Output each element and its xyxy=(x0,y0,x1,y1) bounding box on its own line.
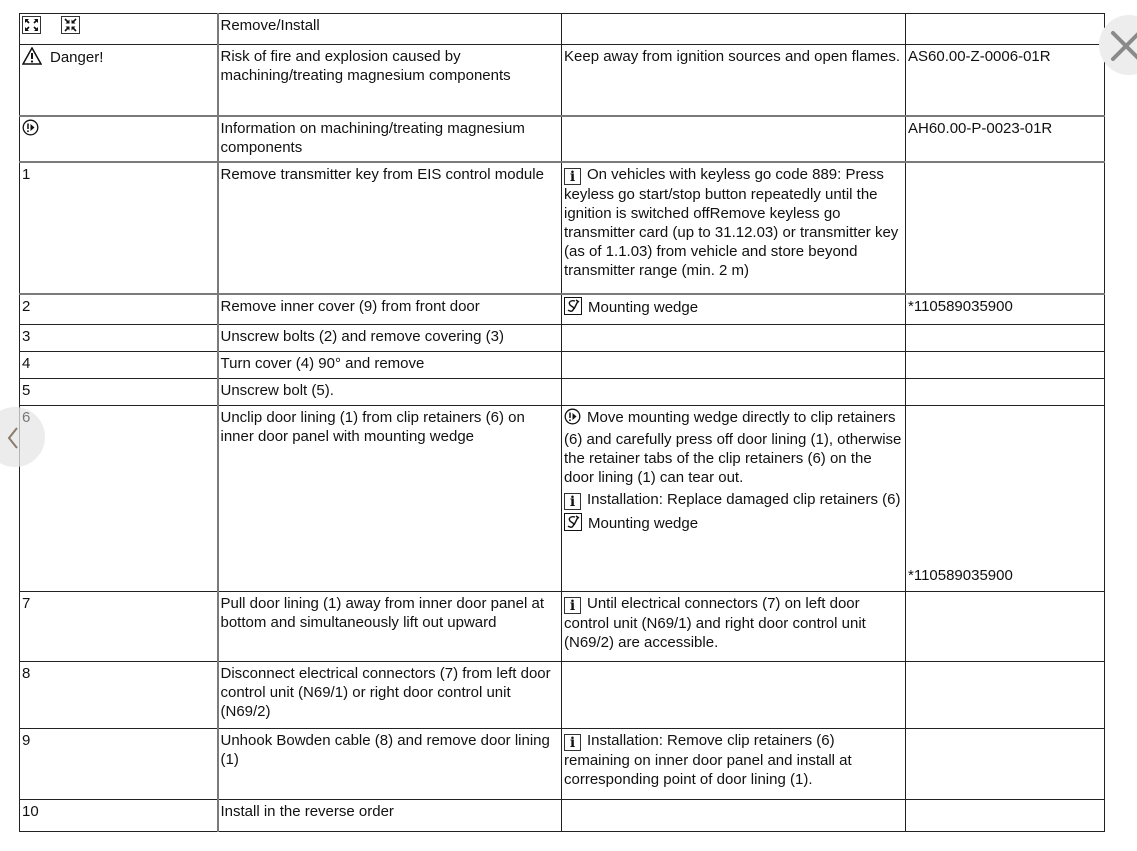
info-icon: i xyxy=(564,493,581,510)
action-cell: Unscrew bolts (2) and remove covering (3) xyxy=(218,325,562,352)
note xyxy=(564,297,903,320)
table-row xyxy=(20,45,1105,116)
procedure-table xyxy=(19,13,1105,832)
action-cell: Remove inner cover (9) from front door xyxy=(218,294,562,325)
table-row xyxy=(20,406,1105,592)
step-number: 10 xyxy=(22,803,39,820)
table-row xyxy=(20,116,1105,162)
table-row xyxy=(20,352,1105,379)
notes-cell xyxy=(562,800,906,832)
reference-cell xyxy=(906,800,1105,832)
reference-cell xyxy=(906,592,1105,662)
document-reference-link[interactable]: AH60.00-P-0023-01R xyxy=(908,119,1053,137)
table-row xyxy=(20,325,1105,352)
step-cell xyxy=(20,379,218,406)
table-row xyxy=(20,729,1105,800)
note-text: On vehicles with keyless go code 889: Press keyless go start/stop button repeatedly until the ignition is switched offRemove keyless go transmitter card (up to 31.12.03) or transmitter key (as of 1.1.03) from vehicle and store beyond transmitter range (min. 2 m) xyxy=(564,165,899,279)
note-text: Move mounting wedge directly to clip retainers (6) and carefully press off door lining (1), otherwise the retainer tabs of the clip retainers (6) on the door lining (1) can tear out. xyxy=(564,409,902,486)
step-number: 8 xyxy=(22,665,31,682)
note xyxy=(564,594,903,652)
table-row xyxy=(20,800,1105,832)
step-cell xyxy=(20,800,218,832)
tool-icon xyxy=(564,297,582,320)
step-number: 9 xyxy=(22,732,31,749)
notes-cell xyxy=(562,406,906,592)
header-title: Remove/Install xyxy=(218,14,562,45)
info-icon: i xyxy=(564,168,581,185)
step-cell xyxy=(20,352,218,379)
reference-cell xyxy=(906,162,1105,294)
table-row xyxy=(20,662,1105,729)
notes-cell xyxy=(562,294,906,325)
step-cell xyxy=(20,406,218,592)
action-cell: Install in the reverse order xyxy=(218,800,562,832)
close-icon xyxy=(1109,29,1137,63)
note xyxy=(564,513,903,536)
table-row xyxy=(20,592,1105,662)
header-empty-notes xyxy=(562,14,906,45)
header-icons-cell xyxy=(20,14,218,45)
table-row xyxy=(20,162,1105,294)
reference-cell xyxy=(906,352,1105,379)
step-number: Danger! xyxy=(50,49,104,66)
info-icon: i xyxy=(564,734,581,751)
action-cell: Turn cover (4) 90° and remove xyxy=(218,352,562,379)
note xyxy=(564,165,903,280)
notes-cell xyxy=(562,662,906,729)
step-number: 4 xyxy=(22,355,31,372)
action-cell: Information on machining/treating magnesium components xyxy=(218,116,562,162)
notes-cell xyxy=(562,162,906,294)
step-cell xyxy=(20,592,218,662)
note xyxy=(564,408,903,487)
step-cell xyxy=(20,116,218,162)
tool-icon xyxy=(564,513,582,536)
action-cell: Disconnect electrical connectors (7) from left door control unit (N69/1) or right door control unit (N69/2) xyxy=(218,662,562,729)
notes-cell xyxy=(562,592,906,662)
note-text: Mounting wedge xyxy=(588,515,699,532)
header-row xyxy=(20,14,1105,45)
step-number: 1 xyxy=(22,165,31,183)
notes-cell xyxy=(562,325,906,352)
chevron-left-icon xyxy=(6,426,20,450)
step-cell xyxy=(20,325,218,352)
expand-icon[interactable] xyxy=(22,16,41,34)
step-cell xyxy=(20,45,218,116)
reference-cell xyxy=(906,116,1105,162)
notes-cell xyxy=(562,352,906,379)
collapse-icon[interactable] xyxy=(61,16,80,34)
step-number: 2 xyxy=(22,297,31,315)
notes-cell xyxy=(562,45,906,116)
note-text: Keep away from ignition sources and open flames. xyxy=(564,48,901,65)
action-cell: Remove transmitter key from EIS control module xyxy=(218,162,562,294)
reference-cell xyxy=(906,662,1105,729)
step-cell xyxy=(20,294,218,325)
note xyxy=(564,731,903,789)
document-reference-link[interactable]: AS60.00-Z-0006-01R xyxy=(908,48,1051,65)
header-empty-reference xyxy=(906,14,1105,45)
caution-circle-icon xyxy=(22,119,39,141)
reference-cell xyxy=(906,379,1105,406)
reference-cell xyxy=(906,406,1105,592)
reference-cell xyxy=(906,325,1105,352)
table-row xyxy=(20,379,1105,406)
step-cell xyxy=(20,162,218,294)
action-cell: Risk of fire and explosion caused by machining/treating magnesium components xyxy=(218,45,562,116)
action-cell: Unscrew bolt (5). xyxy=(218,379,562,406)
note xyxy=(564,47,903,66)
action-cell: Unhook Bowden cable (8) and remove door lining (1) xyxy=(218,729,562,800)
action-cell: Unclip door lining (1) from clip retainers (6) on inner door panel with mounting wedge xyxy=(218,406,562,592)
step-number: 7 xyxy=(22,595,31,612)
notes-cell xyxy=(562,729,906,800)
note-text: Installation: Replace damaged clip retainers (6) xyxy=(587,491,901,508)
notes-cell xyxy=(562,116,906,162)
table-row xyxy=(20,294,1105,325)
step-number: 6 xyxy=(22,409,31,426)
reference-cell xyxy=(906,729,1105,800)
note-text: Installation: Remove clip retainers (6) remaining on inner door panel and install at corresponding point of door lining (1). xyxy=(564,732,852,788)
caution-circle-icon xyxy=(564,408,581,430)
note-text: Until electrical connectors (7) on left door control unit (N69/1) and right door control unit (N69/2) are accessible. xyxy=(564,595,866,651)
action-cell: Pull door lining (1) away from inner door panel at bottom and simultaneously lift out upward xyxy=(218,592,562,662)
step-cell xyxy=(20,662,218,729)
warning-triangle-icon xyxy=(22,47,42,70)
info-icon: i xyxy=(564,597,581,614)
notes-cell xyxy=(562,379,906,406)
step-cell xyxy=(20,729,218,800)
tool-part-number: *110589035900 xyxy=(908,567,1013,584)
note-text: Mounting wedge xyxy=(588,298,699,316)
step-number: 5 xyxy=(22,382,31,399)
tool-part-number: *110589035900 xyxy=(908,297,1013,315)
reference-cell xyxy=(906,294,1105,325)
step-number: 3 xyxy=(22,328,31,345)
note xyxy=(564,490,903,510)
reference-cell xyxy=(906,45,1105,116)
